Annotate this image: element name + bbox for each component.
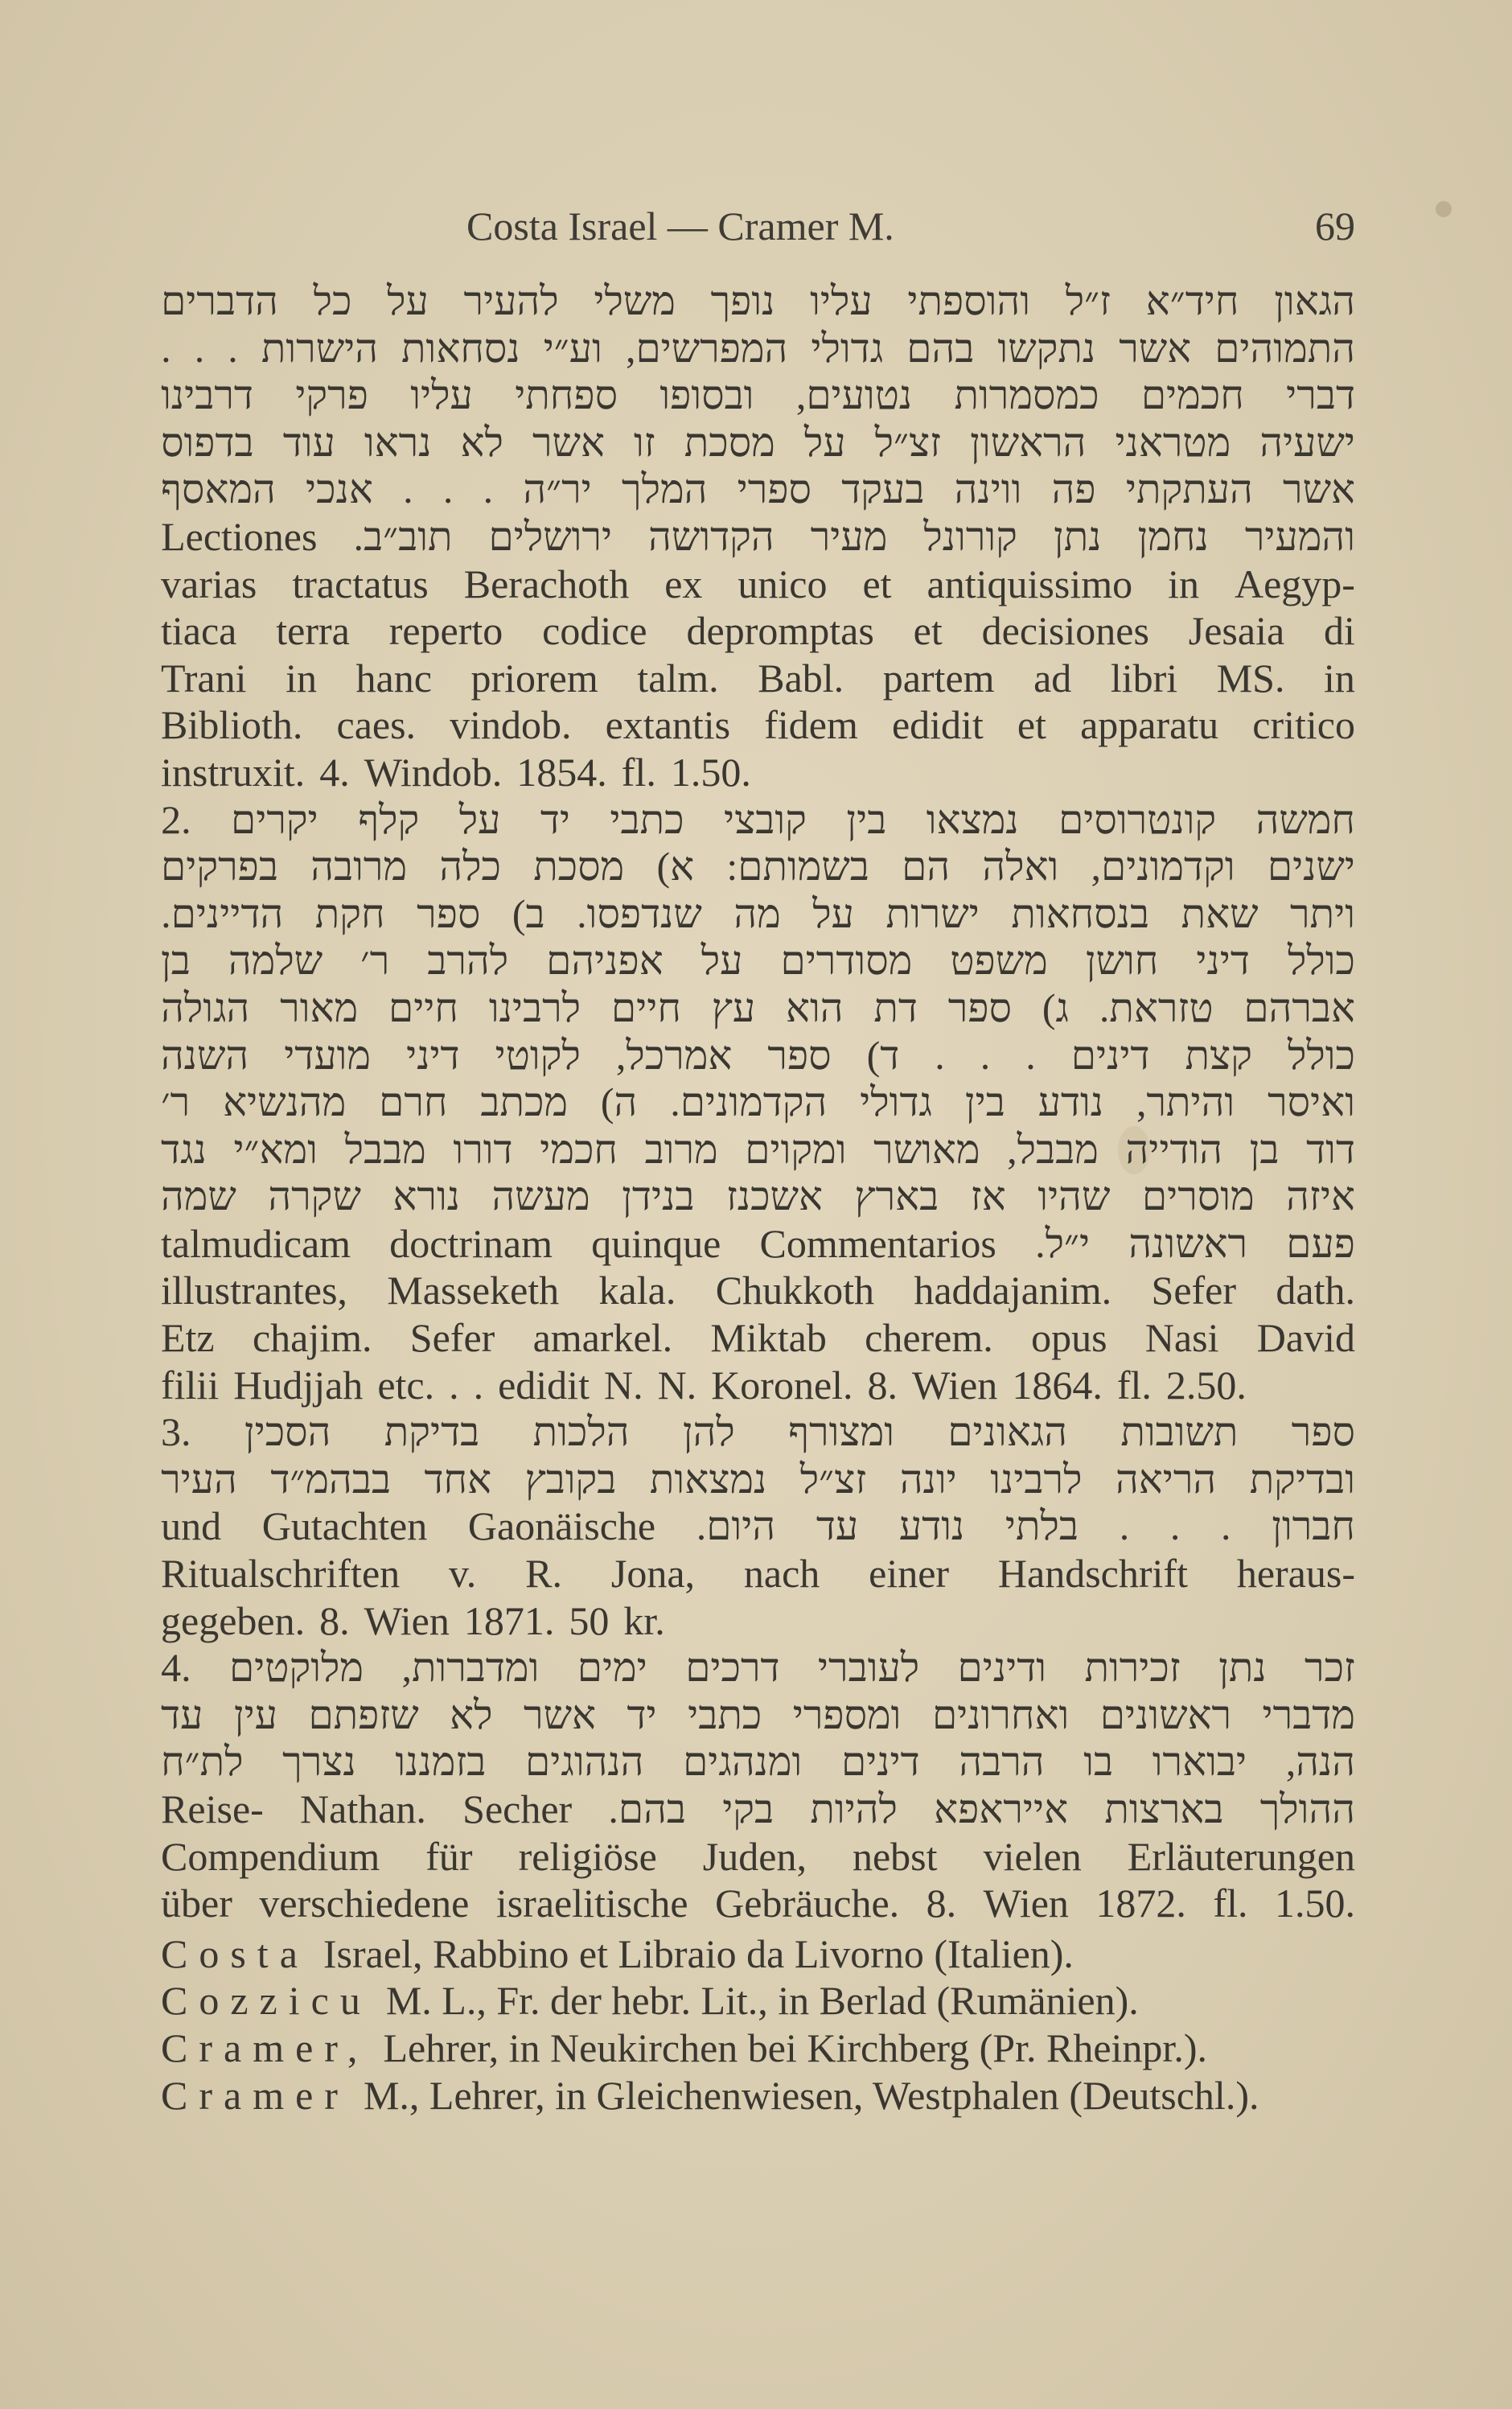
member-details: M., Lehrer, in Gleichenwiesen, Westphalen (Deutschl.). [363,2072,1259,2118]
member-list [161,1930,1355,2119]
text-line: אברהם טזראת. ג) ספר דת הוא עץ חיים לרבינו חיים מאור הגולה [161,985,1355,1030]
text-line: über verschiedene israelitische Gebräuche. 8. Wien 1872. fl. 1.50. [161,1881,1355,1926]
text-line: ספר תשובות הגאונים ומצורף להן הלכות בדיקת הסכין 3. [161,1409,1355,1455]
page-body [161,277,1355,2119]
text-line: והמעיר נחמן נתן קורונל מעיר הקדושה ירושלים תוב״ב. Lectiones [161,513,1355,559]
text-line: חמשה קונטרוסים נמצאו בין קובצי כתבי יד על קלף יקרים 2. [161,796,1355,842]
text-line: מדברי ראשונים ואחרונים ומספרי כתבי יד אשר לא שזפתם עין עד [161,1692,1355,1737]
text-line: tiaca terra reperto codice depromptas et decisiones Jesaia di [161,608,1355,654]
text-line: ואיסר והיתר, נודע בין גדולי הקדמונים. ה) מכתב חרם מהנשיא ר׳ [161,1079,1355,1125]
member-entry [161,1977,1355,2025]
text-line: ויתר שאת בנסחאות ישרות על מה שנדפסו. ב) ספר חקת הדיינים. [161,890,1355,936]
page-number: 69 [1315,203,1355,249]
text-line: אשר העתקתי פה ווינה בעקד ספרי המלך יר״ה . . . אנכי המאסף [161,467,1355,512]
text-line: פעם ראשונה י״ל. Commentarios quinque doctrinam talmudicam [161,1220,1355,1266]
text-line: Trani in hanc priorem talm. Babl. partem ad libri MS. in [161,655,1355,701]
text-line: filii Hudjjah etc. . . edidit N. N. Koronel. 8. Wien 1864. fl. 2.50. [161,1362,1247,1408]
text-line: Compendium für religiöse Juden, nebst vielen Erläuterungen [161,1833,1355,1879]
member-name: Cramer, [161,2025,369,2070]
text-line: איזה מוסרים שהיו אז בארץ אשכנז בנידן מעשה נורא שקרה שמה [161,1174,1355,1219]
member-entry [161,1930,1355,1978]
text-line: varias tractatus Berachoth ex unico et antiquissimo in Aegyp- [161,561,1355,606]
member-name: Cozzicu [161,1978,372,2024]
running-title: Costa Israel — Cramer M. [466,203,894,249]
member-entry [161,2072,1355,2119]
text-line: Biblioth. caes. vindob. extantis fidem edidit et apparatu critico [161,702,1355,748]
paragraph-p3 [161,1408,1355,1644]
text-line: Ritualschriften v. R. Jona, nach einer Handschrift heraus- [161,1551,1355,1597]
text-line: ישנים וקדמונים, ואלה הם בשמותם: א) מסכת כלה מרובה בפרקים [161,844,1355,890]
paragraph-p2 [161,796,1355,1409]
text-line: ההולך בארצות אייראפא להיות בקי בהם. Secher Nathan. Reise- [161,1786,1355,1831]
text-line: התמוהים אשר נתקשו בהם גדולי המפרשים, וע״י נסחאות הישרות . . . [161,325,1355,371]
paragraph-p1 [161,277,1355,796]
text-line: illustrantes, Masseketh kala. Chukkoth haddajanim. Sefer dath. [161,1268,1355,1313]
member-entry [161,2025,1355,2072]
text-line: הנה, יבוארו בו הרבה דינים ומנהגים הנהוגים בזמננו נצרך לת״ח [161,1739,1355,1785]
member-details: Lehrer, in Neukirchen bei Kirchberg (Pr. Rheinpr.). [383,2025,1207,2070]
text-line: דוד בן הודייה מבבל, מאושר ומקוים מרוב חכמי דורו מבבל ומא״י נגד [161,1126,1355,1172]
text-line: ובדיקת הריאה לרבינו יונה זצ״ל נמצאות בקובץ אחד בבהמ״ד העיר [161,1456,1355,1502]
text-line: הגאון חיד״א ז״ל והוספתי עליו נופך משלי להעיר על כל הדברים [161,278,1355,323]
text-line: Etz chajim. Sefer amarkel. Miktab cherem. opus Nasi David [161,1315,1355,1361]
member-name: Costa [161,1930,309,1976]
page-header [161,203,1355,259]
text-line: ישעיה מטראני הראשון זצ״ל על מסכת זו אשר לא נראו עוד בדפוס [161,419,1355,465]
text-line: כולל קצת דינים . . . ד) ספר אמרכל, לקוטי דיני מועדי השנה [161,1032,1355,1078]
text-line: דברי חכמים כמסמרות נטועים, ובסופו ספחתי עליו פרקי דרבינו [161,372,1355,418]
text-line: זכר נתן זכירות ודינים לעוברי דרכים ימים ומדברות, מלוקטים 4. [161,1645,1355,1691]
member-details: Israel, Rabbino et Libraio da Livorno (Italien). [323,1930,1074,1976]
paper-stain [1436,201,1452,217]
member-name: Cramer [161,2072,349,2118]
text-line: gegeben. 8. Wien 1871. 50 kr. [161,1597,665,1643]
member-details: M. L., Fr. der hebr. Lit., in Berlad (Rumänien). [385,1978,1139,2024]
text-line: חברון . . . בלתי נודע עד היום. Gaonäische Gutachten und [161,1503,1355,1549]
text-line: instruxit. 4. Windob. 1854. fl. 1.50. [161,749,751,795]
text-line: כולל דיני חושן משפט מסודרים על אפניהם להרב ר׳ שלמה בן [161,938,1355,984]
paragraph-p4 [161,1644,1355,1927]
